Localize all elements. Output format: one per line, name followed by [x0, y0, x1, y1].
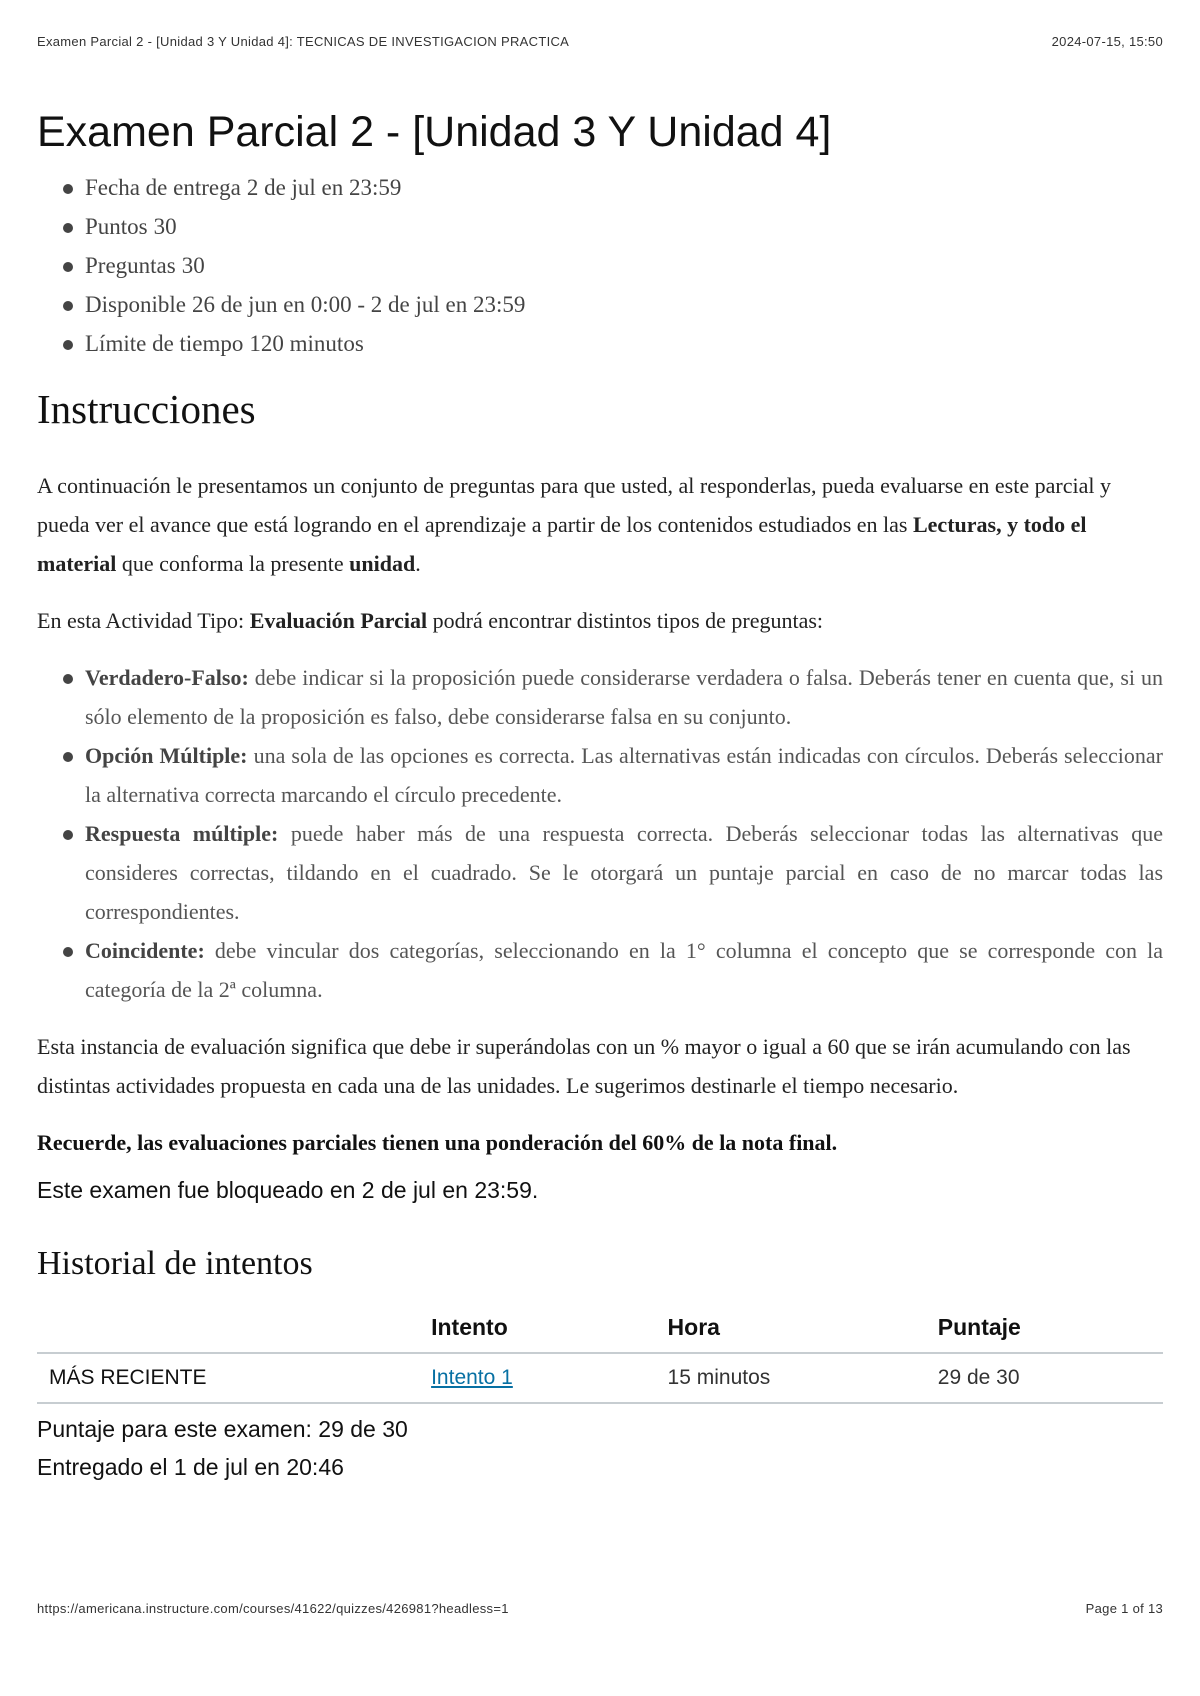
print-header-title: Examen Parcial 2 - [Unidad 3 Y Unidad 4]: TECNICAS DE INVESTIGACION PRACTICA	[37, 34, 570, 49]
question-type-matching: Coincidente: debe vincular dos categorías, seleccionando en la 1° columna el concepto que se corresponde con la categoría de la 2ª columna.	[85, 931, 1163, 1009]
column-header-label	[37, 1302, 431, 1353]
instructions-intro: A continuación le presentamos un conjunto de preguntas para que usted, al responderlas, pueda evaluarse en este parcial y pueda ver el avance que está logrando en el aprendizaje a partir de los contenidos estudiados en las Lecturas, y todo el material que conforma la presente unidad.	[37, 473, 1111, 576]
question-types-list	[37, 658, 1163, 1009]
history-heading: Historial de intentos	[37, 1245, 313, 1282]
attempt-time: 15 minutos	[668, 1353, 938, 1403]
detail-questions: Preguntas 30	[85, 246, 1163, 285]
column-header-attempt: Intento	[431, 1302, 667, 1353]
locked-message: Este examen fue bloqueado en 2 de jul en 23:59.	[37, 1177, 539, 1203]
print-footer-page: Page 1 of 13	[1085, 1601, 1163, 1616]
quiz-details	[37, 168, 1163, 363]
attempt-label: MÁS RECIENTE	[37, 1353, 431, 1403]
column-header-score: Puntaje	[938, 1302, 1163, 1353]
table-row	[37, 1353, 1163, 1403]
detail-time-limit: Límite de tiempo 120 minutos	[85, 324, 1163, 363]
print-footer-url: https://americana.instructure.com/courses/41622/quizzes/426981?headless=1	[37, 1601, 509, 1616]
attempt-1-link[interactable]: Intento 1	[431, 1366, 513, 1389]
detail-points: Puntos 30	[85, 207, 1163, 246]
instructions-heading: Instrucciones	[37, 386, 256, 432]
submitted-date: Entregado el 1 de jul en 20:46	[37, 1454, 344, 1480]
question-type-multiple-answer: Respuesta múltiple: puede haber más de una respuesta correcta. Deberás seleccionar todas las alternativas que consideres correctas, tildando en el cuadrado. Se le otorgará un puntaje parcial en caso de no marcar todas las correspondientes.	[85, 814, 1163, 931]
evaluation-text: Esta instancia de evaluación significa que debe ir superándolas con un % mayor o igual a 60 que se irán acumulando con las distintas actividades propuesta en cada una de las unidades. Le sugerimos destinarle el tiempo necesario.	[37, 1034, 1131, 1098]
question-type-true-false: Verdadero-Falso: debe indicar si la proposición puede considerarse verdadera o falsa. Deberás tener en cuenta que, si un sólo elemento de la proposición es falso, debe considerarse falsa en su conjunto.	[85, 658, 1163, 736]
reminder-text: Recuerde, las evaluaciones parciales tienen una ponderación del 60% de la nota final.	[37, 1130, 838, 1155]
print-footer	[37, 1601, 1163, 1621]
page-title: Examen Parcial 2 - [Unidad 3 Y Unidad 4]	[37, 108, 832, 156]
table-header-row	[37, 1302, 1163, 1353]
column-header-time: Hora	[668, 1302, 938, 1353]
detail-due-date: Fecha de entrega 2 de jul en 23:59	[85, 168, 1163, 207]
question-type-multiple-choice: Opción Múltiple: una sola de las opciones es correcta. Las alternativas están indicadas con círculos. Deberás seleccionar la alternativa correcta marcando el círculo precedente.	[85, 736, 1163, 814]
print-header-datetime: 2024-07-15, 15:50	[1051, 34, 1163, 49]
detail-available: Disponible 26 de jun en 0:00 - 2 de jul en 23:59	[85, 285, 1163, 324]
print-header	[37, 34, 1163, 54]
activity-type-text: En esta Actividad Tipo: Evaluación Parcial podrá encontrar distintos tipos de preguntas:	[37, 608, 824, 633]
main-content	[37, 104, 1163, 1486]
attempt-score: 29 de 30	[938, 1353, 1163, 1403]
quiz-score-summary: Puntaje para este examen: 29 de 30	[37, 1416, 408, 1442]
attempt-history-table	[37, 1302, 1163, 1404]
attempt-link-cell	[431, 1353, 667, 1403]
